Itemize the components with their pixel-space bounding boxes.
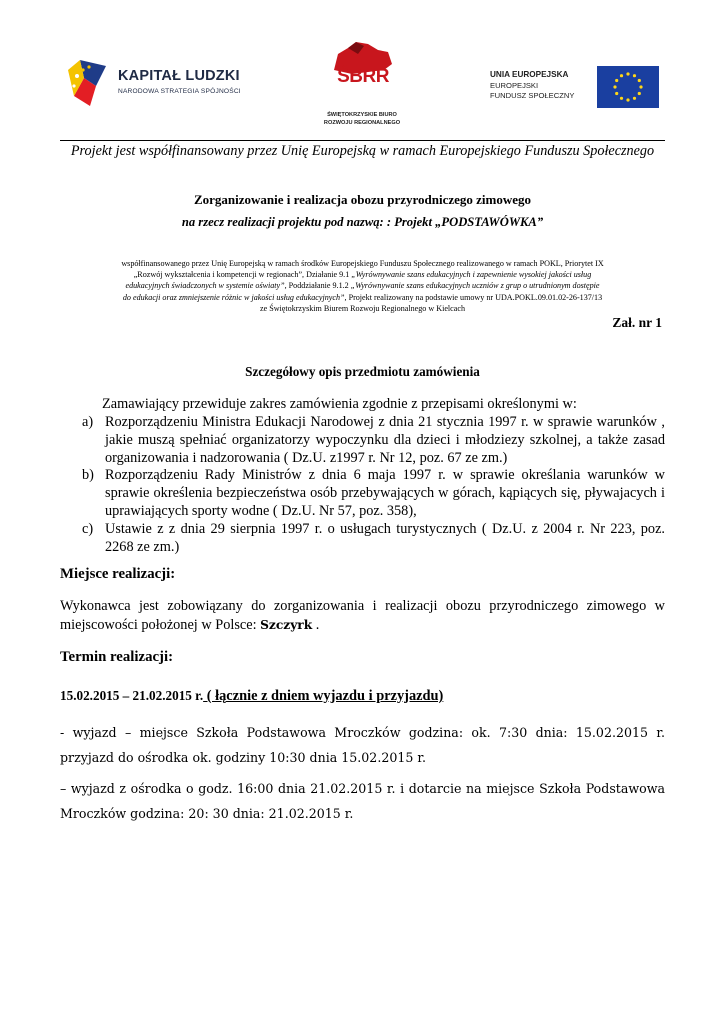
- sbrr-name-line1: ŚWIĘTOKRZYSKIE BIURO: [327, 112, 397, 118]
- funding-line: współfinansowanego przez Unię Europejską w ramach środków Europejskiego Funduszu Społecznego realizowanego w ramach POKL, Priorytet IX: [121, 259, 604, 268]
- eu-logo-line1: UNIA EUROPEJSKA: [490, 70, 569, 79]
- header-divider: [60, 140, 665, 141]
- section-title: Szczegółowy opis przedmiotu zamówienia: [245, 364, 480, 379]
- funding-text: , Poddziałanie 9.1.2: [284, 281, 351, 291]
- funding-details: [60, 258, 665, 314]
- list-marker: b): [82, 467, 94, 484]
- list-item: [60, 467, 665, 520]
- list-item-text: Rozporządzeniu Ministra Edukacji Narodowej z dnia 21 stycznia 1997 r. w sprawie warunków , jakie muszą spełniać organizatorzy wypoczynku dla dzieci i młodziezy szkolnej, a także zasad organizowania i nadzorowania ( Dz.U. z1997 r. Nr 12, poz. 67 ze zm.): [105, 414, 665, 466]
- funding-line: [60, 292, 665, 303]
- departure-info: - wyjazd – miejsce Szkoła Podstawowa Mroczków godzina: ok. 7:30 dnia: 15.02.2015 r. przyjazd do ośrodka ok. godziny 10:30 dnia 15.02.2015 r.: [60, 725, 665, 765]
- cofinancing-statement: Projekt jest współfinansowany przez Unię Europejską w ramach Europejskiego Funduszu Społecznego: [70, 143, 655, 159]
- term-dates: [60, 688, 443, 705]
- eu-logo: [490, 66, 665, 114]
- kapital-ludzki-logo: [66, 56, 256, 116]
- funding-text: do edukacji oraz zmniejszenie różnic w jakości usług edukacyjnych”: [122, 292, 345, 302]
- funding-text: „Wyrównywanie szans edukacyjnych uczniów z grup o utrudnionym dostępie: [350, 281, 600, 291]
- kapital-ludzki-title: KAPITAŁ LUDZKI: [118, 68, 240, 84]
- sbrr-acronym: ŚBRR: [337, 66, 389, 87]
- term-date-range: 15.02.2015 – 21.02.2015 r.: [60, 688, 204, 703]
- sbrr-name-line2: ROZWOJU REGIONALNEGO: [323, 120, 401, 126]
- list-marker: c): [82, 520, 94, 537]
- list-item: [60, 414, 665, 467]
- term-date-note: ( łącznie z dniem wyjazdu i przyjazdu): [203, 688, 444, 704]
- funding-text: , Projekt realizowany na podstawie umowy nr UDA.POKL.09.01.02-26-137/13: [344, 292, 603, 302]
- funding-line: ze Świętokrzyskim Biurem Rozwoju Regionalnego w Kielcach: [260, 303, 465, 313]
- location-paragraph: [60, 597, 665, 635]
- term-heading: Termin realizacji:: [60, 649, 173, 665]
- regulations-intro: Zamawiający przewiduje zakres zamówienia zgodnie z przepisami określonymi w:: [102, 396, 577, 412]
- funding-line: [60, 280, 665, 291]
- list-item-text: Rozporządzeniu Rady Ministrów z dnia 6 maja 1997 r. w sprawie określania warunków w sprawie określenia bezpieczeństwa osób przebywających w górach, kąpiących się, pływajacych i uprawiających sporty wodne ( Dz.U. Nr 57, poz. 358),: [105, 467, 665, 519]
- eu-logo-line3: FUNDUSZ SPOŁECZNY: [490, 91, 575, 100]
- funding-text: edukacyjnych świadczonych w systemie oświaty”: [125, 281, 285, 291]
- document-title: Zorganizowanie i realizacja obozu przyrodniczego zimowego: [193, 192, 532, 207]
- sbrr-logo: [312, 40, 412, 132]
- regulations-list: [60, 414, 665, 556]
- funding-text: „Wyrównywanie szans edukacyjnych i zapewnienie wysokiej jakości usług: [351, 270, 592, 280]
- location-text: Wykonawca jest zobowiązany do zorganizowania i realizacji obozu przyrodniczego zimowego w miejscowości położonej w Polsce:: [60, 598, 665, 633]
- location-suffix: .: [312, 617, 320, 633]
- location-heading: Miejsce realizacji:: [60, 566, 176, 582]
- funding-line: [60, 269, 665, 280]
- location-place: Szczyrk: [260, 618, 313, 632]
- kapital-ludzki-flag-icon: [66, 56, 110, 112]
- eu-logo-line2: EUROPEJSKI: [490, 81, 539, 90]
- list-marker: a): [82, 414, 94, 430]
- project-name: na rzecz realizacji projektu pod nazwą: : Projekt „PODSTAWÓWKA”: [181, 215, 544, 229]
- list-item: [60, 521, 665, 557]
- kapital-ludzki-subtitle: NARODOWA STRATEGIA SPÓJNOŚCI: [118, 88, 241, 95]
- annex-number: Zał. nr 1: [612, 315, 662, 330]
- return-info: – wyjazd z ośrodka o godz. 16:00 dnia 21.02.2015 r. i dotarcie na miejsce Szkoła Podstawowa Mroczków godzina: 20: 30 dnia: 21.02.2015 r.: [60, 781, 665, 821]
- list-item-text: Ustawie z z dnia 29 sierpnia 1997 r. o usługach turystycznych ( Dz.U. z 2004 r. Nr 223, poz. 2268 ze zm.): [105, 520, 665, 555]
- page-header: [60, 38, 665, 138]
- eu-flag-icon: [597, 66, 659, 108]
- funding-text: „Rozwój wykształcenia i kompetencji w regionach”, Działanie 9.1: [133, 270, 352, 280]
